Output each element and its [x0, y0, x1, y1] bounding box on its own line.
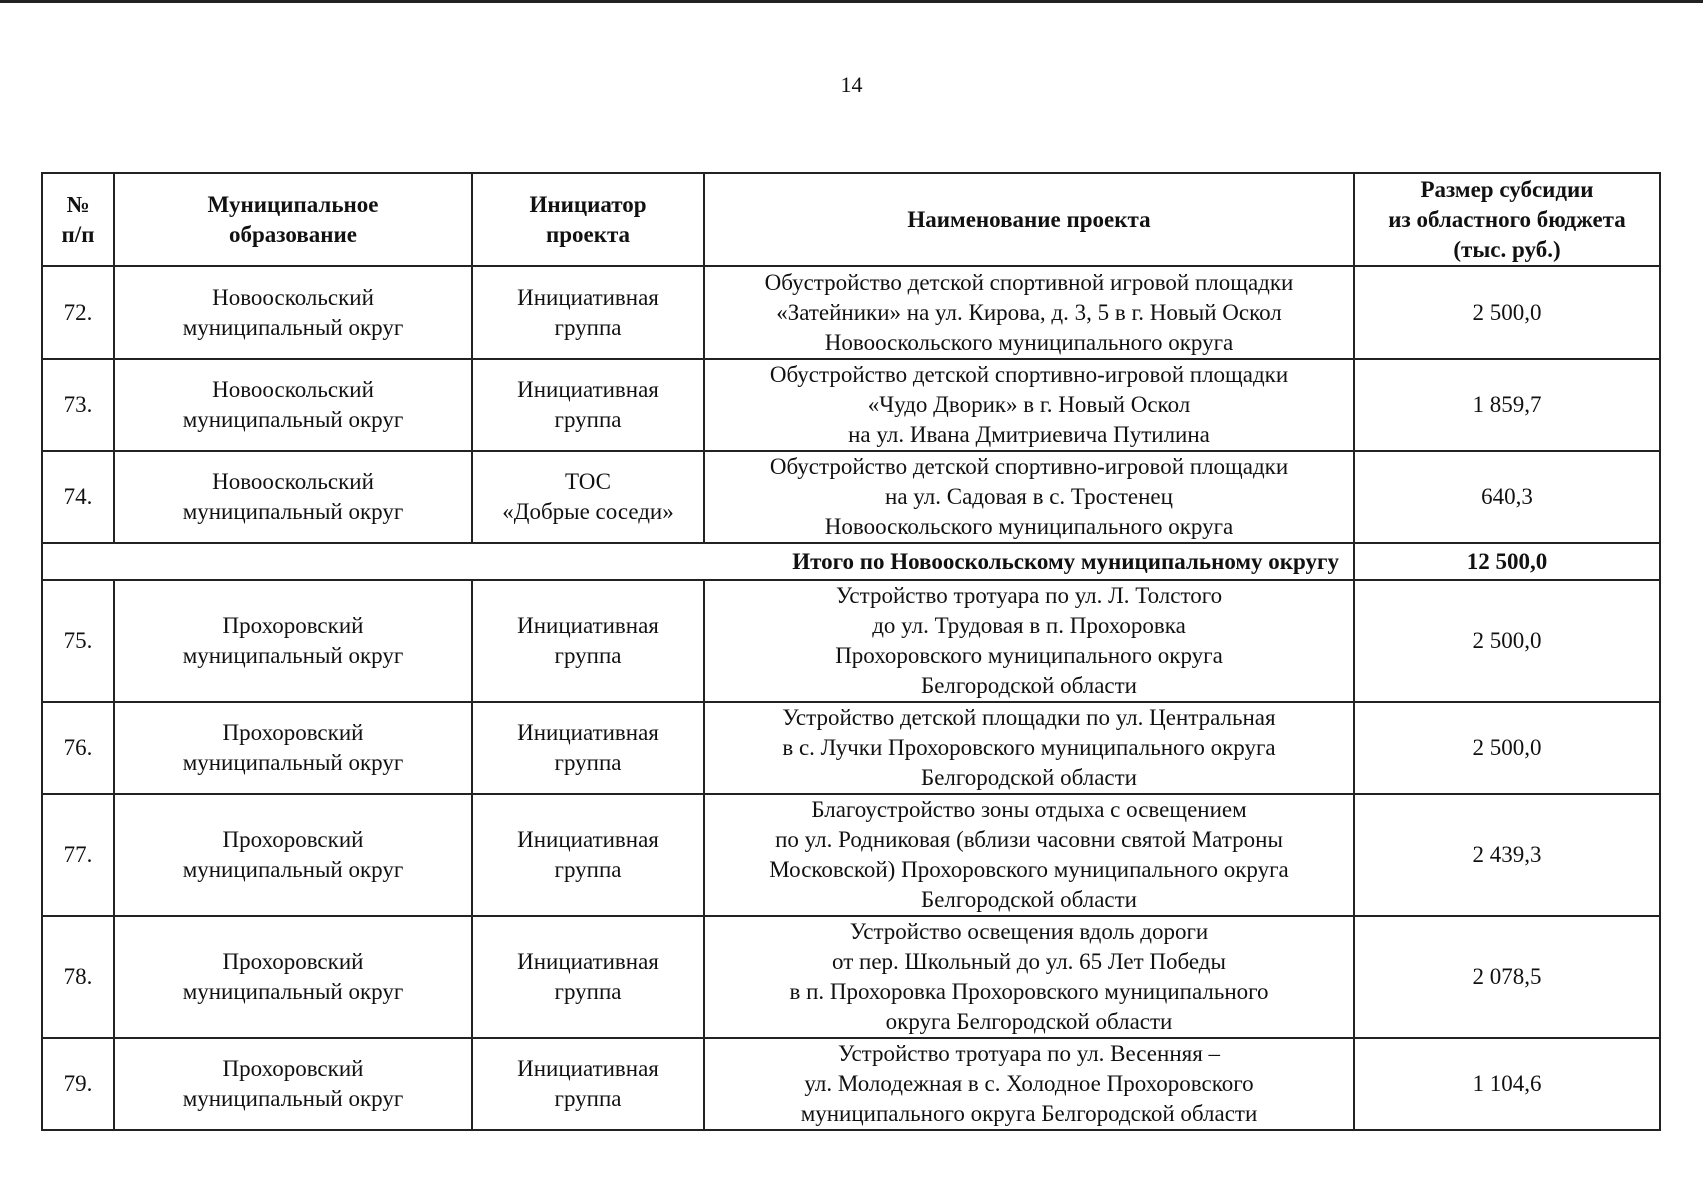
project-cell: Устройство тротуара по ул. Весенняя – ул. Молодежная в с. Холодное Прохоровского муниципального округа Белгородской области [704, 1038, 1354, 1130]
project-cell: Устройство детской площадки по ул. Центральная в с. Лучки Прохоровского муниципального округа Белгородской области [704, 702, 1354, 794]
municipality-cell: Новооскольский муниципальный округ [114, 359, 472, 451]
table-row [42, 1038, 1660, 1130]
table-row [42, 702, 1660, 794]
row-number: 75. [42, 580, 114, 702]
header-initiator: Инициатор проекта [472, 173, 704, 266]
row-number: 78. [42, 916, 114, 1038]
row-number: 79. [42, 1038, 114, 1130]
initiator-cell: Инициативная группа [472, 266, 704, 359]
table-row [42, 266, 1660, 359]
table-row [42, 794, 1660, 916]
project-cell: Обустройство детской спортивно-игровой площадки «Чудо Дворик» в г. Новый Оскол на ул. Ивана Дмитриевича Путилина [704, 359, 1354, 451]
top-rule [0, 0, 1703, 3]
table-row [42, 451, 1660, 543]
table-row [42, 359, 1660, 451]
subsidy-cell: 2 500,0 [1354, 266, 1660, 359]
subsidy-cell: 1 859,7 [1354, 359, 1660, 451]
initiator-cell: Инициативная группа [472, 359, 704, 451]
total-label: Итого по Новооскольскому муниципальному округу [42, 543, 1354, 580]
municipality-cell: Новооскольский муниципальный округ [114, 451, 472, 543]
initiator-cell: Инициативная группа [472, 702, 704, 794]
project-cell: Устройство освещения вдоль дороги от пер. Школьный до ул. 65 Лет Победы в п. Прохоровка Прохоровского муниципального округа Белгородской области [704, 916, 1354, 1038]
subsidy-cell: 1 104,6 [1354, 1038, 1660, 1130]
row-number: 73. [42, 359, 114, 451]
header-project: Наименование проекта [704, 173, 1354, 266]
initiator-cell: Инициативная группа [472, 916, 704, 1038]
municipality-cell: Прохоровский муниципальный округ [114, 794, 472, 916]
subsidy-cell: 640,3 [1354, 451, 1660, 543]
subsidy-cell: 2 500,0 [1354, 702, 1660, 794]
total-row [42, 543, 1660, 580]
project-cell: Устройство тротуара по ул. Л. Толстого до ул. Трудовая в п. Прохоровка Прохоровского муниципального округа Белгородской области [704, 580, 1354, 702]
row-number: 76. [42, 702, 114, 794]
municipality-cell: Прохоровский муниципальный округ [114, 1038, 472, 1130]
project-cell: Благоустройство зоны отдыха с освещением по ул. Родниковая (вблизи часовни святой Матроны Московской) Прохоровского муниципального округа Белгородской области [704, 794, 1354, 916]
project-cell: Обустройство детской спортивно-игровой площадки на ул. Садовая в с. Тростенец Новооскольского муниципального округа [704, 451, 1354, 543]
table-row [42, 580, 1660, 702]
municipality-cell: Прохоровский муниципальный округ [114, 916, 472, 1038]
row-number: 74. [42, 451, 114, 543]
municipality-cell: Прохоровский муниципальный округ [114, 580, 472, 702]
initiator-cell: Инициативная группа [472, 580, 704, 702]
subsidy-cell: 2 439,3 [1354, 794, 1660, 916]
subsidy-cell: 2 500,0 [1354, 580, 1660, 702]
municipality-cell: Новооскольский муниципальный округ [114, 266, 472, 359]
initiator-cell: Инициативная группа [472, 1038, 704, 1130]
total-value: 12 500,0 [1354, 543, 1660, 580]
initiator-cell: ТОС «Добрые соседи» [472, 451, 704, 543]
subsidy-table [41, 172, 1661, 1131]
municipality-cell: Прохоровский муниципальный округ [114, 702, 472, 794]
initiator-cell: Инициативная группа [472, 794, 704, 916]
subsidy-cell: 2 078,5 [1354, 916, 1660, 1038]
header-subsidy: Размер субсидии из областного бюджета (тыс. руб.) [1354, 173, 1660, 266]
header-num: № п/п [42, 173, 114, 266]
table-row [42, 916, 1660, 1038]
row-number: 77. [42, 794, 114, 916]
page-number: 14 [840, 72, 863, 97]
table-header-row [42, 173, 1660, 266]
header-municipality: Муниципальное образование [114, 173, 472, 266]
row-number: 72. [42, 266, 114, 359]
project-cell: Обустройство детской спортивной игровой площадки «Затейники» на ул. Кирова, д. 3, 5 в г. Новый Оскол Новооскольского муниципального округа [704, 266, 1354, 359]
